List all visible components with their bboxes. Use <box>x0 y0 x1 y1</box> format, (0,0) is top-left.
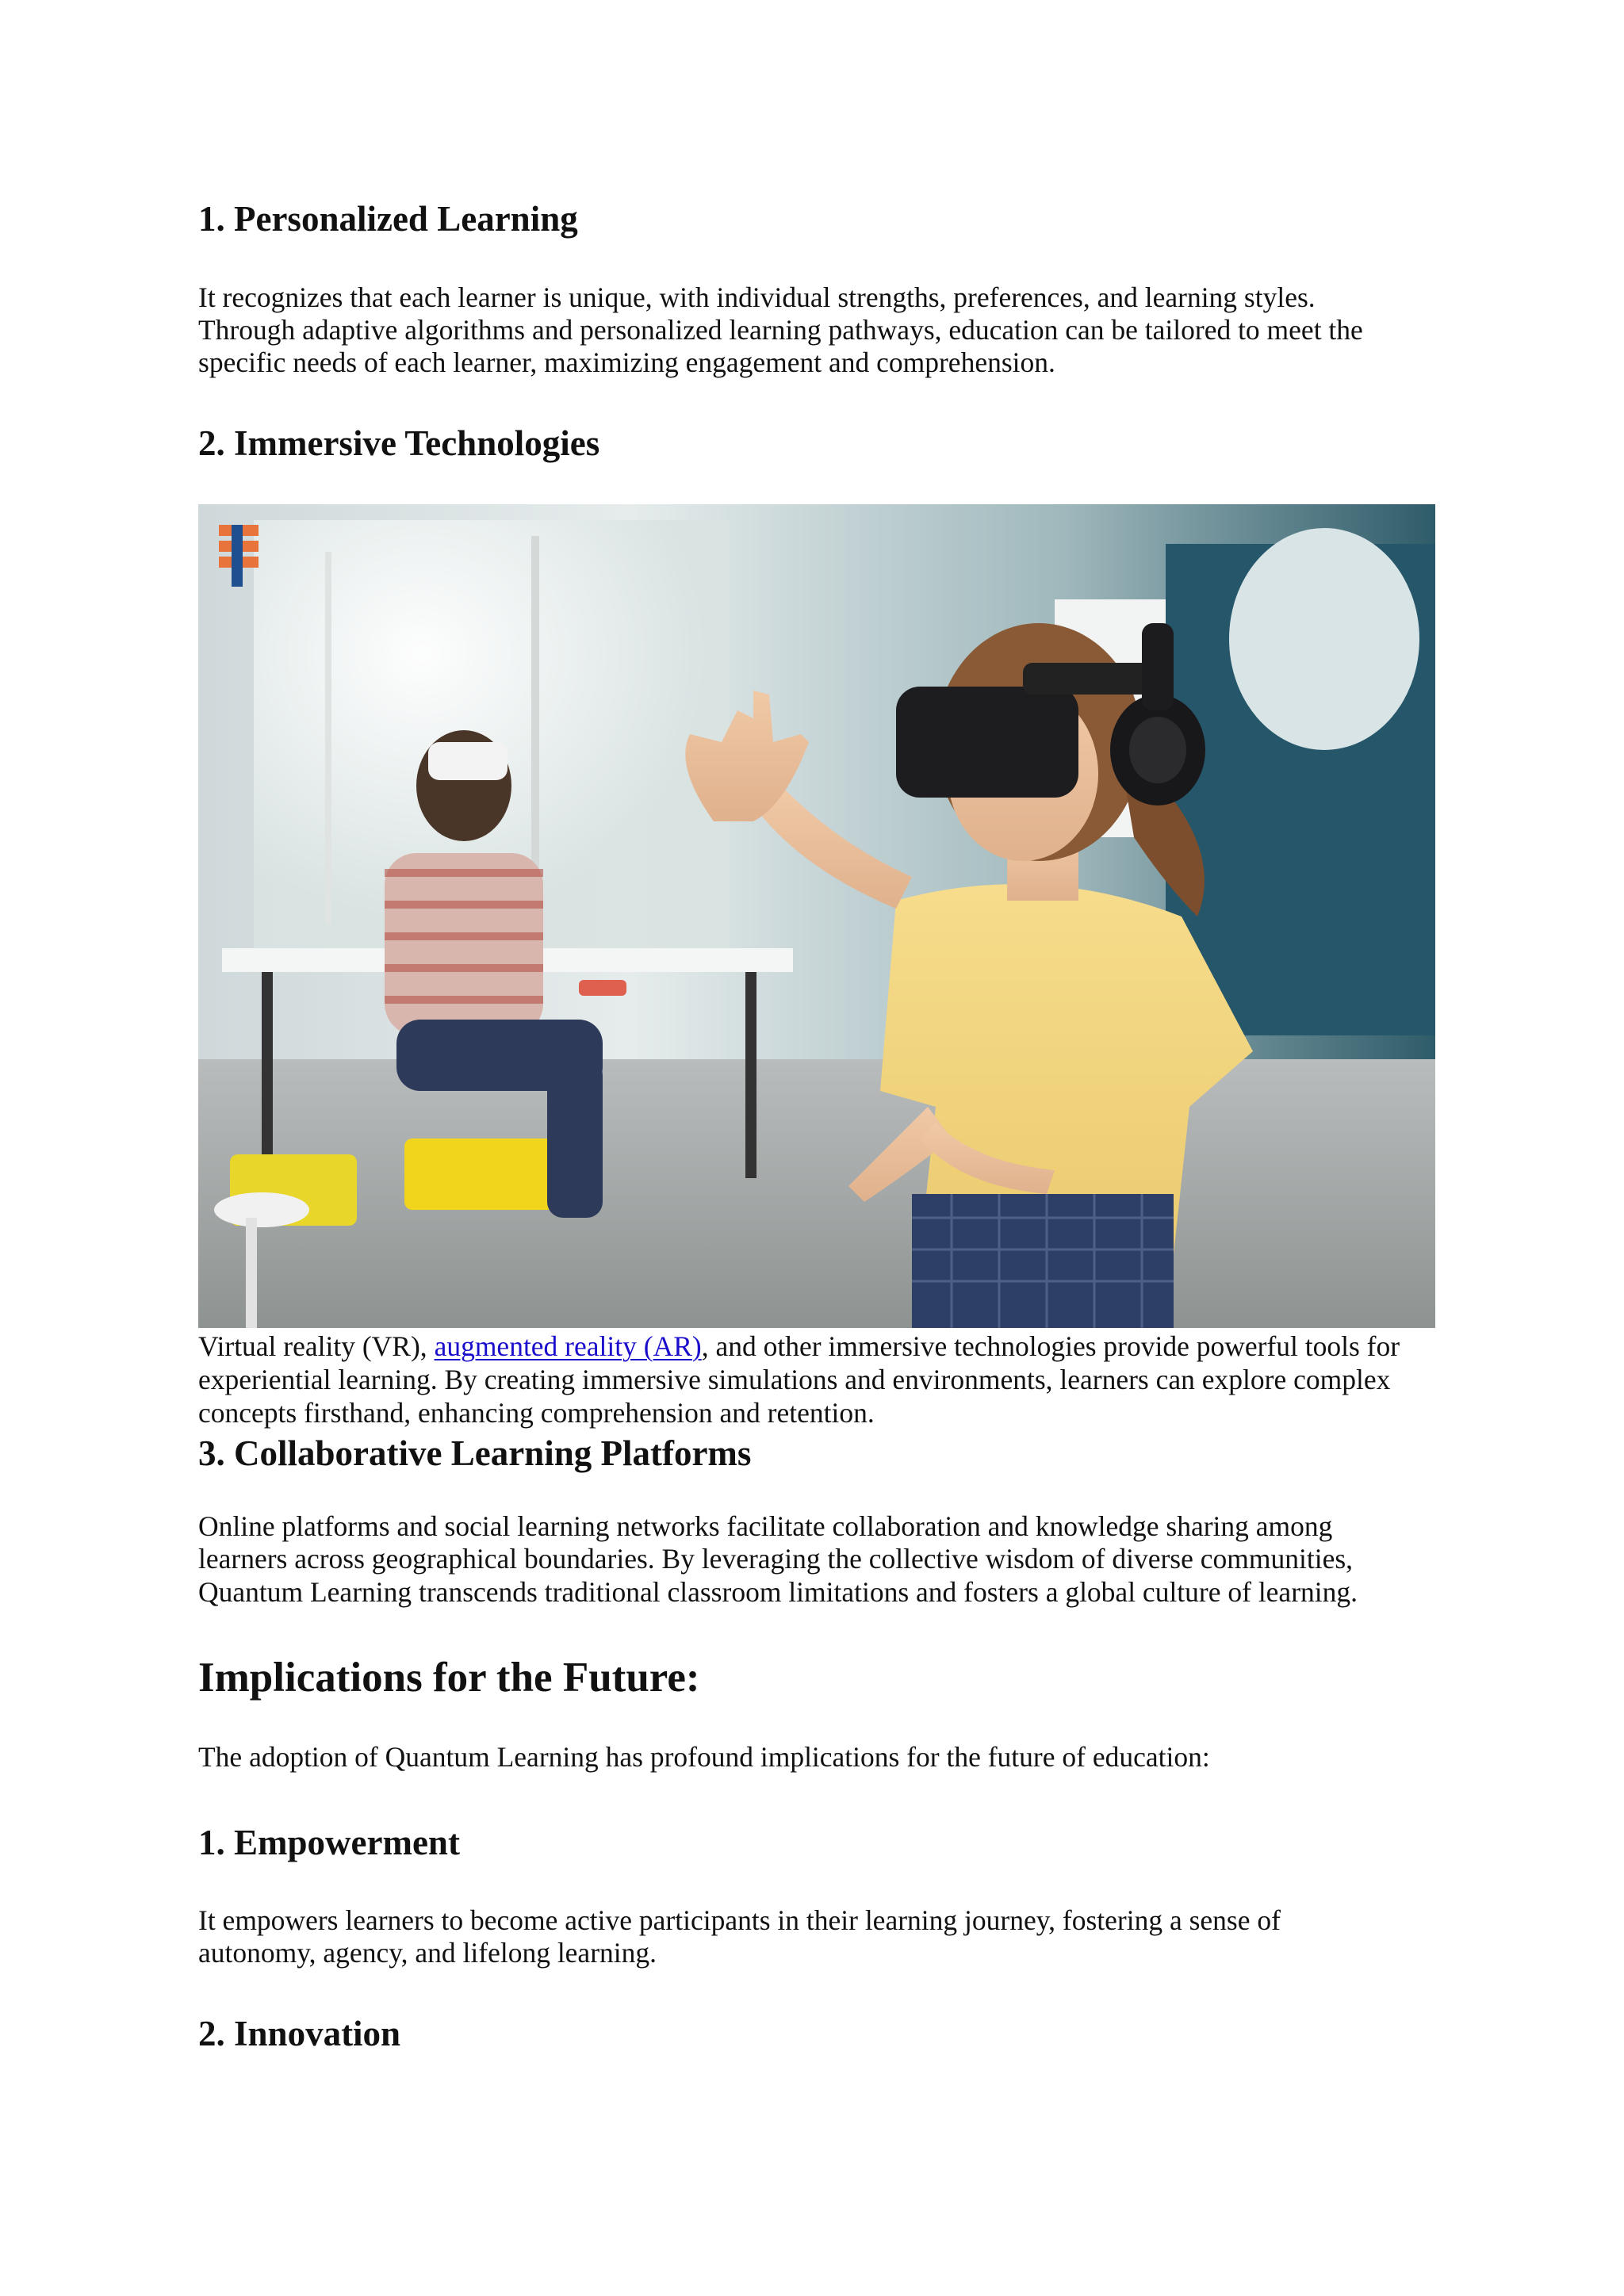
heading-empowerment: 1. Empowerment <box>198 1823 460 1862</box>
heading-implications: Implications for the Future: <box>198 1655 700 1701</box>
paragraph-line: concepts firsthand, enhancing comprehension and retention. <box>198 1397 875 1429</box>
heading-innovation: 2. Innovation <box>198 2014 401 2053</box>
heading-collaborative-learning: 3. Collaborative Learning Platforms <box>198 1433 752 1473</box>
text-before-link: Virtual reality (VR), <box>198 1330 435 1362</box>
paragraph-line: learners across geographical boundaries. By leveraging the collective wisdom of diverse communities, <box>198 1543 1354 1575</box>
augmented-reality-link[interactable]: augmented reality (AR) <box>434 1330 702 1362</box>
heading-personalized-learning: 1. Personalized Learning <box>198 199 578 239</box>
paragraph-line: Quantum Learning transcends traditional classroom limitations and fosters a global culture of learning. <box>198 1576 1358 1608</box>
paragraph-line: experiential learning. By creating immersive simulations and environments, learners can explore complex <box>198 1364 1391 1395</box>
paragraph-line: autonomy, agency, and lifelong learning. <box>198 1937 657 1969</box>
paragraph-line: It empowers learners to become active participants in their learning journey, fostering a sense of <box>198 1904 1281 1936</box>
paragraph-line: Online platforms and social learning networks facilitate collaboration and knowledge sharing among <box>198 1510 1333 1542</box>
paragraph-line: It recognizes that each learner is unique, with individual strengths, preferences, and learning styles. <box>198 281 1316 313</box>
paragraph-line: Through adaptive algorithms and personalized learning pathways, education can be tailored to meet the <box>198 314 1363 346</box>
paragraph-line: specific needs of each learner, maximizing engagement and comprehension. <box>198 346 1055 378</box>
paragraph-line: The adoption of Quantum Learning has profound implications for the future of education: <box>198 1741 1210 1773</box>
vr-classroom-photo <box>198 504 1435 1328</box>
heading-immersive-technologies: 2. Immersive Technologies <box>198 423 600 463</box>
text-after-link: , and other immersive technologies provide powerful tools for <box>701 1330 1400 1362</box>
paragraph-line <box>198 1330 1400 1364</box>
